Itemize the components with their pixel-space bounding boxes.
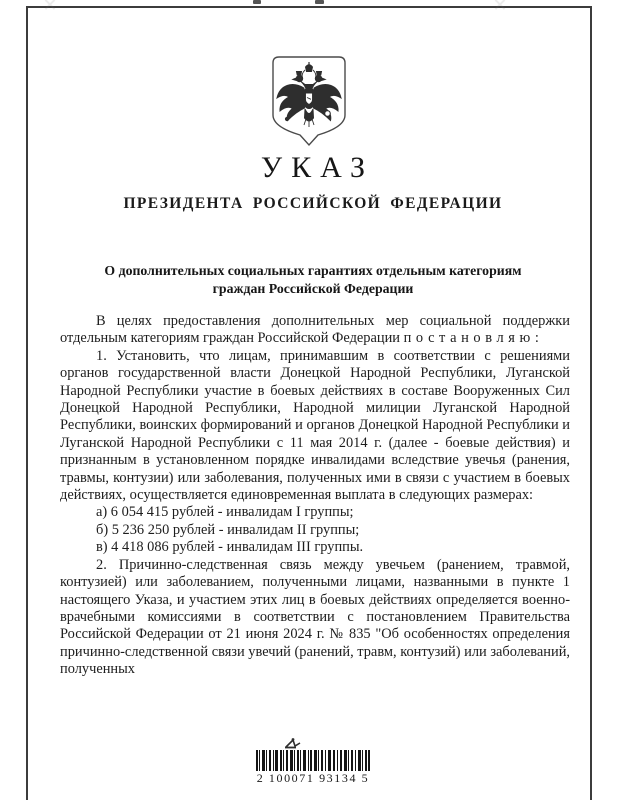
payment-line-group-2: б) 5 236 250 рублей - инвалидам II группы;	[96, 521, 360, 538]
decree-body	[60, 313, 570, 679]
item-1-paragraph: 1. Установить, что лицам, принимавшим в соответствии с решениями органов государственной власти Донецкой Народной Республики, Луганской Народной Республики участие в боевых действиях в составе Вооруженных Сил Донецкой Народной Республики, Народной милиции Луганской Народной Республики, воинских формирований и органов Донецкой Народной Республики и Луганской Народной Республики с 11 мая 2014 г. (далее - боевые действия) и признанным в установленном порядке инвалидами вследствие увечья (ранения, травмы, контузии) или заболевания, полученных ими в связи с участием в боевых действиях, осуществляется единовременная выплата в следующих размерах:	[60, 347, 570, 504]
page-border-right	[590, 6, 592, 800]
intro-paragraph	[60, 313, 570, 348]
intro-text: В целях предоставления дополнительных мер социальной поддержки отдельным категориям граждан Российской Федерации	[60, 313, 570, 347]
barcode	[252, 737, 374, 786]
decree-subtitle: ПРЕЗИДЕНТА РОССИЙСКОЙ ФЕДЕРАЦИИ	[123, 195, 503, 212]
payment-line-group-3: в) 4 418 086 рублей - инвалидам III группы.	[96, 539, 364, 556]
scan-smudge	[494, 0, 506, 10]
russian-coat-of-arms-emblem	[271, 55, 347, 152]
decree-subject-heading	[58, 262, 568, 297]
payment-line-group-1: а) 6 054 415 рублей - инвалидам I группы;	[96, 504, 354, 521]
page-border-left	[26, 6, 28, 800]
print-mark	[284, 737, 302, 749]
crop-artifact	[315, 0, 324, 4]
decree-word: постановляю:	[403, 330, 544, 347]
barcode-digits: 2 100071 93134 5	[256, 771, 370, 785]
item-2-paragraph: 2. Причинно-следственная связь между увечьем (ранением, травмой, контузией) или заболеванием, полученными лицами, названными в пункте 1 настоящего Указа, и участием этих лиц в боевых действиях определяется военно-врачебными комиссиями в соответствии с постановлением Правительства Российской Федерации от 21 июня 2024 г. № 835 "Об особенностях определения причинно-следственной связи увечий (ранений, травм, контузий) или заболеваний, полученных	[60, 556, 570, 678]
decree-title: УКАЗ	[260, 151, 375, 184]
scan-smudge	[44, 0, 56, 10]
barcode-bars	[256, 750, 370, 771]
heading-line-1: О дополнительных социальных гарантиях отдельным категориям	[104, 263, 522, 278]
page-border-top	[26, 6, 592, 8]
heading-line-2: граждан Российской Федерации	[212, 280, 414, 296]
crop-artifact	[253, 0, 261, 4]
